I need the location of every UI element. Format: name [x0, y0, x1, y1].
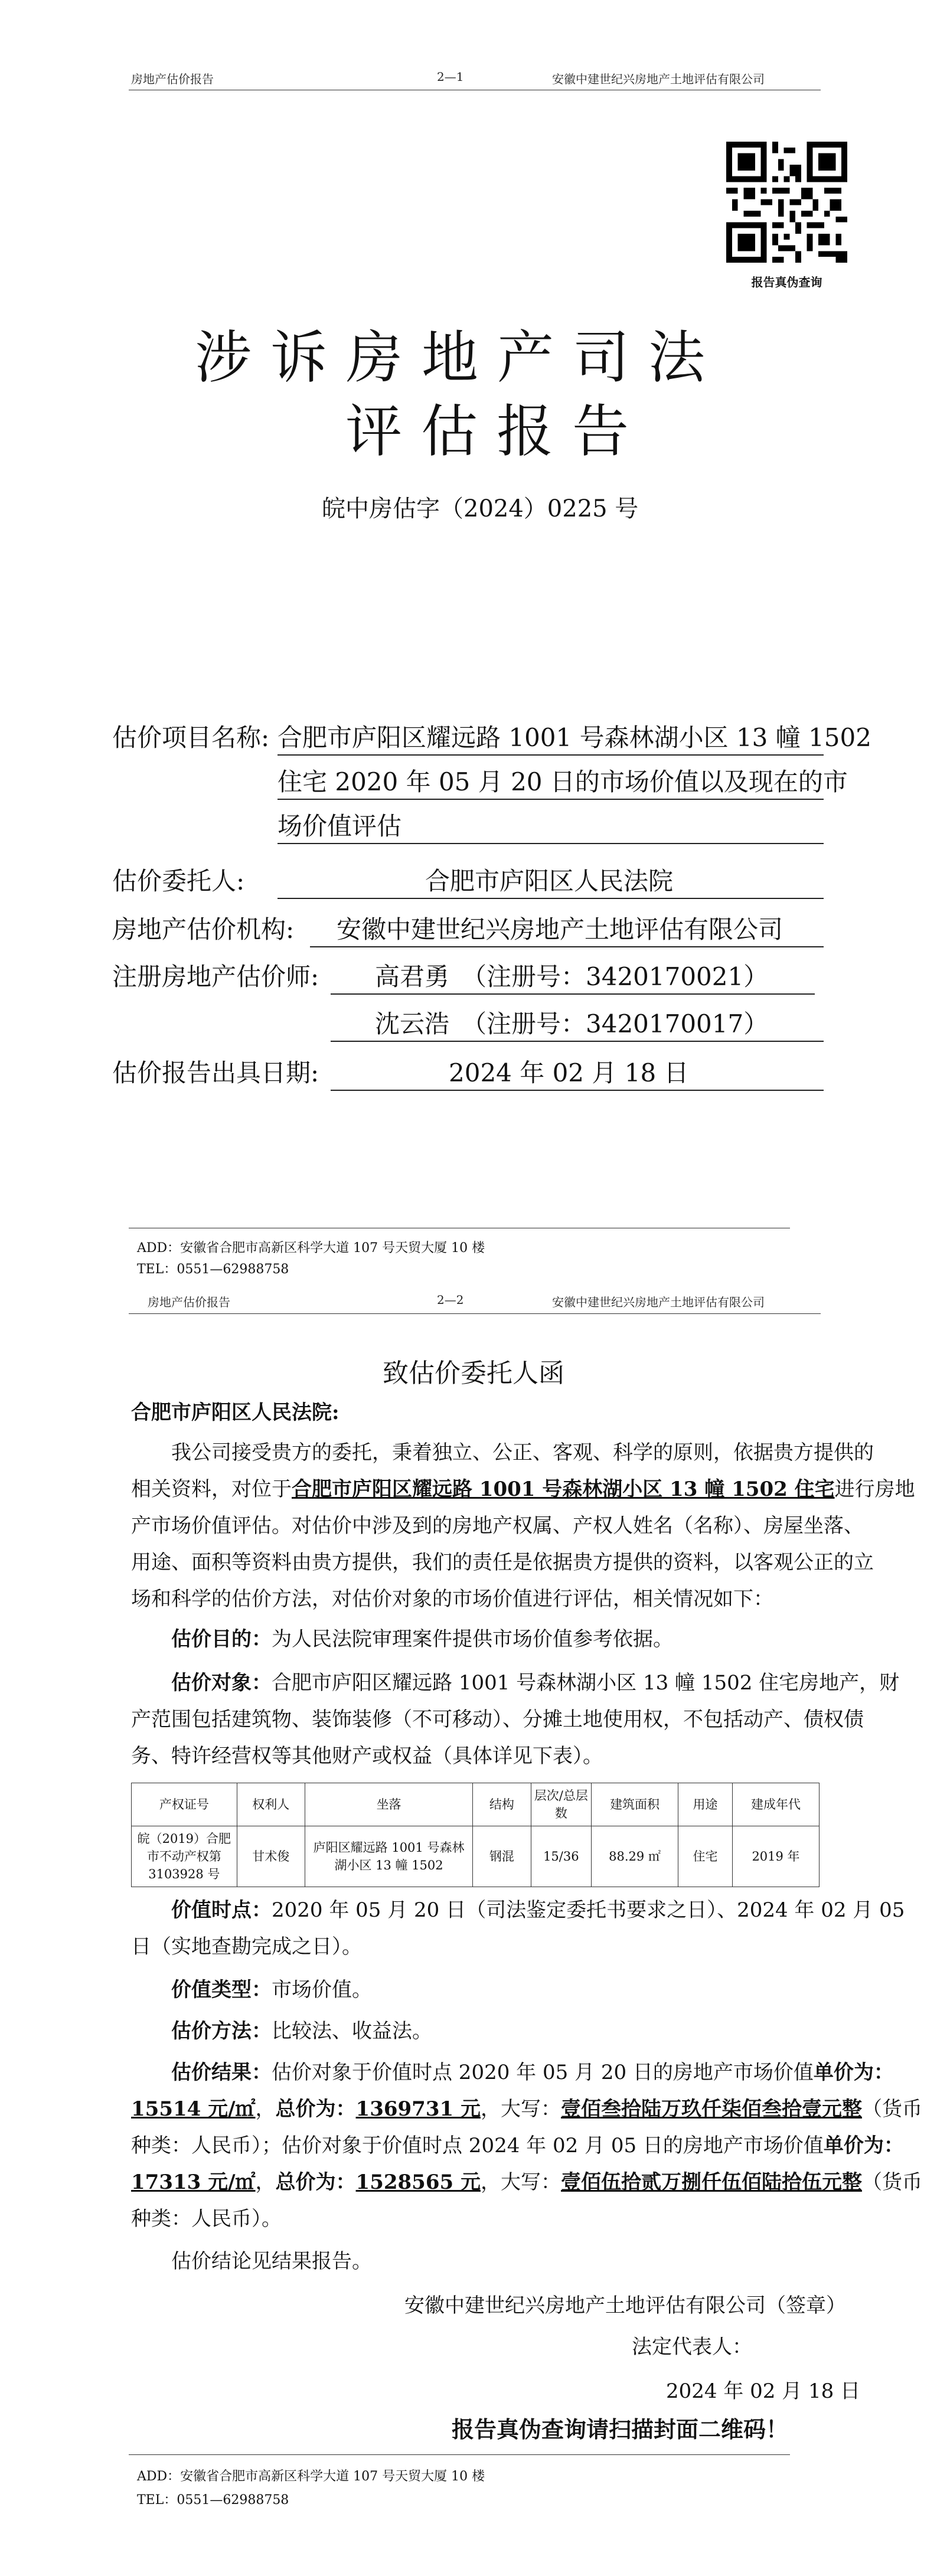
legal-representative: 法定代表人： — [632, 2335, 752, 2359]
table-header: 产权证号 — [132, 1783, 237, 1826]
page2-footer-rule — [129, 2454, 790, 2455]
result2-daxie-label: 大写： — [500, 2170, 561, 2194]
method-label: 估价方法： — [171, 2019, 272, 2043]
agency-label: 房地产估价机构: — [112, 915, 295, 944]
verify-note: 报告真伪查询请扫描封面二维码！ — [452, 2416, 789, 2443]
table-cell: 88.29 ㎡ — [592, 1826, 678, 1887]
page2-footer-tel: TEL：0551—62988758 — [137, 2493, 289, 2508]
value-type-value: 市场价值。 — [272, 1978, 372, 2002]
result-unit-label: 单价为： — [813, 2061, 894, 2084]
agency-underline — [310, 946, 824, 947]
table-header: 权利人 — [237, 1783, 305, 1826]
timepoint-line1 — [171, 1892, 905, 1928]
report-date-underline — [331, 1090, 824, 1091]
client-label: 估价委托人: — [112, 867, 245, 895]
result1-daxie-label: 大写： — [500, 2097, 561, 2121]
company-seal: 安徽中建世纪兴房地产土地评估有限公司（签章） — [404, 2294, 846, 2317]
project-line1: 合肥市庐阳区耀远路 1001 号森林湖小区 13 幢 1502 — [277, 723, 871, 752]
currency-note-b: 种类：人民币）；估价对象于价值时点 2024 年 02 月 05 日的房地产市场价值 — [131, 2134, 824, 2157]
project-underline1 — [277, 754, 824, 756]
table-row — [132, 1826, 820, 1887]
result1-daxie: 壹佰叁拾陆万玖仟柒佰叁拾壹元整 — [560, 2097, 862, 2121]
page2-header-left: 房地产估价报告 — [148, 1295, 230, 1309]
object-label: 估价对象： — [171, 1671, 272, 1695]
table-header: 结构 — [473, 1783, 531, 1826]
table-cell: 皖（2019）合肥市不动产权第3103928 号 — [132, 1826, 237, 1887]
para1-line2a: 相关资料，对位于 — [131, 1477, 292, 1501]
timepoint-line2: 日（实地查勘完成之日）。 — [131, 1935, 362, 1959]
report-date-label: 估价报告出具日期: — [112, 1058, 319, 1087]
page1-footer-tel: TEL：0551—62988758 — [137, 1262, 289, 1277]
report-date-value: 2024 年 02 月 18 日 — [449, 1058, 689, 1087]
object-line2: 产范围包括建筑物、装饰装修（不可移动）、分摊土地使用权，不包括动产、债权债 — [131, 1708, 864, 1731]
page2-header-page: 2—2 — [437, 1293, 464, 1307]
table-header: 坐落 — [305, 1783, 472, 1826]
page2-header-rule — [129, 1313, 821, 1314]
qr-code-icon[interactable] — [726, 142, 847, 263]
page1-header-page: 2—1 — [437, 70, 464, 84]
result-line3 — [131, 2127, 904, 2164]
table-cell: 住宅 — [678, 1826, 733, 1887]
purpose-value: 为人民法院审理案件提供市场价值参考依据。 — [272, 1627, 673, 1651]
timepoint-label: 价值时点： — [171, 1898, 272, 1922]
appraiser-1-underline — [331, 993, 815, 995]
table-header: 层次/总层数 — [531, 1783, 592, 1826]
project-line3: 场价值评估 — [277, 812, 402, 841]
para1-line2 — [131, 1471, 915, 1508]
result2-total: 1528565 元 — [355, 2170, 481, 2194]
currency-note-a: （货币 — [861, 2097, 922, 2121]
purpose-line — [171, 1621, 673, 1658]
report-title-line2: 评估报告 — [345, 398, 648, 465]
property-table — [131, 1783, 820, 1887]
result-l1a: 估价对象于价值时点 2020 年 05 月 20 日的房地产市场价值 — [272, 2061, 814, 2084]
result1-total-label: 总价为： — [275, 2097, 356, 2121]
result2-daxie: 壹佰伍拾贰万捌仟伍佰陆拾伍元整 — [560, 2170, 862, 2194]
purpose-label: 估价目的： — [171, 1627, 272, 1651]
para1-line1: 我公司接受贵方的委托，秉着独立、公正、客观、科学的原则，依据贵方提供的 — [171, 1441, 874, 1464]
project-underline2 — [277, 799, 824, 800]
client-value: 合肥市庐阳区人民法院 — [425, 867, 674, 895]
page1-header-company: 安徽中建世纪兴房地产土地评估有限公司 — [552, 72, 765, 86]
page2-footer-address: ADD：安徽省合肥市高新区科学大道 107 号天贸大厦 10 楼 — [137, 2469, 485, 2484]
result2-unit-label: 单价为： — [823, 2134, 904, 2157]
method-value: 比较法、收益法。 — [272, 2019, 432, 2043]
table-cell: 甘术俊 — [237, 1826, 305, 1887]
result-line1 — [171, 2054, 894, 2091]
para1-line4: 用途、面积等资料由贵方提供，我们的责任是依据贵方提供的资料，以客观公正的立 — [131, 1551, 874, 1574]
result2-unit-price: 17313 元/㎡ — [131, 2170, 256, 2194]
table-cell: 钢混 — [473, 1826, 531, 1887]
result-line2: 15514 元/㎡，总价为：1369731 元，大写：壹佰叁拾陆万玖仟柒佰叁拾壹元整（货币 — [131, 2097, 922, 2121]
result2-total-label: 总价为： — [275, 2170, 356, 2194]
table-header: 建筑面积 — [592, 1783, 678, 1826]
object-line1 — [171, 1665, 899, 1701]
para1-line5: 场和科学的估价方法，对估价对象的市场价值进行评估，相关情况如下： — [131, 1587, 773, 1611]
page1-footer-address: ADD：安徽省合肥市高新区科学大道 107 号天贸大厦 10 楼 — [137, 1241, 485, 1256]
table-cell: 2019 年 — [733, 1826, 820, 1887]
table-header: 建成年代 — [733, 1783, 820, 1826]
currency-note-c: 种类：人民币）。 — [131, 2207, 282, 2231]
appraiser-2-underline — [331, 1041, 824, 1042]
value-type-label: 价值类型： — [171, 1978, 272, 2002]
qr-caption: 报告真伪查询 — [751, 275, 822, 289]
result1-total: 1369731 元 — [355, 2097, 481, 2121]
result-label: 估价结果： — [171, 2061, 272, 2084]
para1-line2c: 进行房地 — [834, 1477, 915, 1501]
timepoint-l1: 2020 年 05 月 20 日（司法鉴定委托书要求之日）、2024 年 02 月 05 — [272, 1898, 905, 1922]
client-underline — [277, 898, 824, 899]
object-line3: 务、特许经营权等其他财产或权益（具体详见下表）。 — [131, 1744, 603, 1768]
signing-date: 2024 年 02 月 18 日 — [666, 2379, 861, 2403]
para1-line3: 产市场价值评估。对估价中涉及到的房地产权属、产权人姓名（名称）、房屋坐落、 — [131, 1514, 864, 1538]
project-underline3 — [277, 843, 824, 844]
project-label: 估价项目名称: — [112, 723, 270, 752]
appraiser-label: 注册房地产估价师: — [112, 962, 319, 991]
result1-unit-price: 15514 元/㎡ — [131, 2097, 256, 2121]
project-line2: 住宅 2020 年 05 月 20 日的市场价值以及现在的市 — [277, 767, 848, 796]
value-type-line — [171, 1972, 372, 2008]
letter-title: 致估价委托人函 — [383, 1358, 564, 1388]
conclusion-note: 估价结论见结果报告。 — [171, 2250, 372, 2273]
document-number: 皖中房估字（2024）0225 号 — [322, 495, 639, 522]
property-address-inline: 合肥市庐阳区耀远路 1001 号森林湖小区 13 幢 1502 住宅 — [292, 1477, 835, 1501]
table-cell: 庐阳区耀远路 1001 号森林湖小区 13 幢 1502 — [305, 1826, 472, 1887]
page1-header-left: 房地产估价报告 — [131, 72, 214, 86]
page2-header-company: 安徽中建世纪兴房地产土地评估有限公司 — [552, 1295, 765, 1309]
result-line4: 17313 元/㎡，总价为：1528565 元，大写：壹佰伍拾贰万捌仟伍佰陆拾伍元整（货币 — [131, 2170, 922, 2194]
letter-salutation: 合肥市庐阳区人民法院: — [131, 1401, 339, 1424]
method-line — [171, 2013, 432, 2049]
table-cell: 15/36 — [531, 1826, 592, 1887]
currency-note-a2: （货币 — [861, 2170, 922, 2194]
report-title-line1: 涉诉房地产司法 — [195, 325, 724, 391]
appraiser-1: 高君勇 （注册号：3420170021） — [375, 962, 769, 991]
object-l1: 合肥市庐阳区耀远路 1001 号森林湖小区 13 幢 1502 住宅房地产，财 — [272, 1671, 900, 1695]
agency-value: 安徽中建世纪兴房地产土地评估有限公司 — [337, 915, 783, 944]
appraiser-2: 沈云浩 （注册号：3420170017） — [375, 1009, 769, 1038]
table-header: 用途 — [678, 1783, 733, 1826]
table-header-row — [132, 1783, 820, 1826]
